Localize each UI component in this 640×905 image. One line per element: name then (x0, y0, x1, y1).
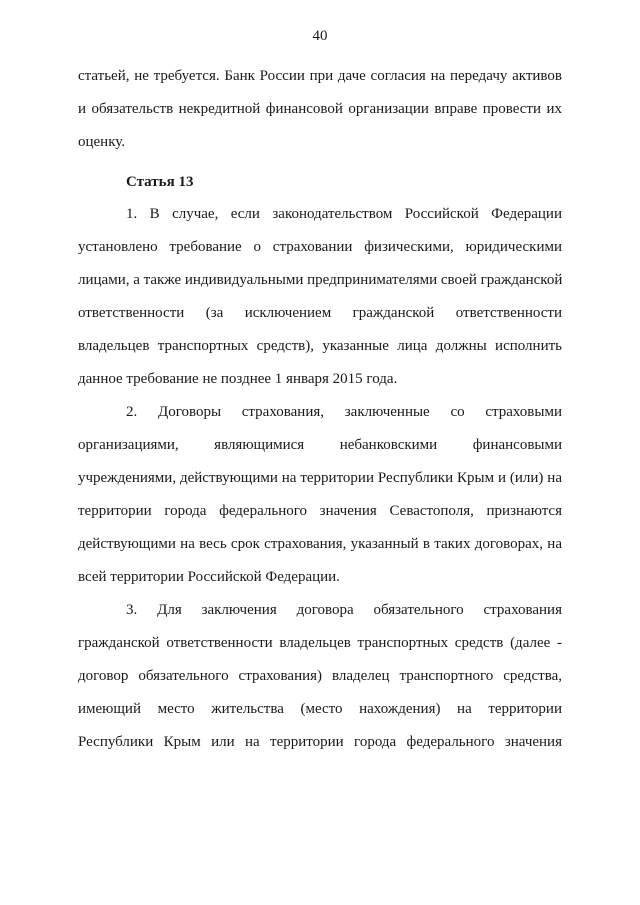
text-line: гражданской ответственности владельцев транспортных средств (далее - (78, 635, 562, 651)
text-line: лицами, а также индивидуальными предпринимателями своей гражданской (78, 272, 563, 288)
text-line: владельцев транспортных средств), указанные лица должны исполнить (78, 338, 562, 354)
text-line: 1. В случае, если законодательством Российской Федерации (126, 206, 562, 222)
article-paragraph-1 (78, 198, 562, 396)
page-number: 40 (312, 28, 328, 44)
article-title: Статья 13 (126, 174, 194, 190)
text-line: и обязательств некредитной финансовой организации вправе провести их (78, 101, 562, 117)
text-line: Республики Крым или на территории города федерального значения (78, 734, 562, 750)
text-line: статьей, не требуется. Банк России при даче согласия на передачу активов (78, 68, 562, 84)
text-line: территории города федерального значения Севастополя, признаются (78, 503, 562, 519)
text-line: оценку. (78, 134, 126, 150)
text-line: организациями, являющимися небанковскими финансовыми (78, 437, 562, 453)
text-line: договор обязательного страхования) владелец транспортного средства, (78, 668, 562, 684)
article-paragraph-3 (78, 594, 562, 759)
text-line: учреждениями, действующими на территории Республики Крым и (или) на (78, 470, 562, 486)
text-line: имеющий место жительства (место нахождения) на территории (78, 701, 562, 717)
article-heading-block (78, 166, 562, 199)
text-line: всей территории Российской Федерации. (78, 569, 340, 585)
intro-paragraph (78, 60, 562, 159)
text-line: действующими на весь срок страхования, указанный в таких договорах, на (78, 536, 562, 552)
text-line: ответственности (за исключением гражданской ответственности (78, 305, 562, 321)
article-paragraph-2 (78, 396, 562, 594)
text-line: 2. Договоры страхования, заключенные со страховыми (126, 404, 562, 420)
text-line: 3. Для заключения договора обязательного страхования (126, 602, 562, 618)
text-line: данное требование не позднее 1 января 2015 года. (78, 371, 398, 387)
text-line: установлено требование о страховании физическими, юридическими (78, 239, 562, 255)
